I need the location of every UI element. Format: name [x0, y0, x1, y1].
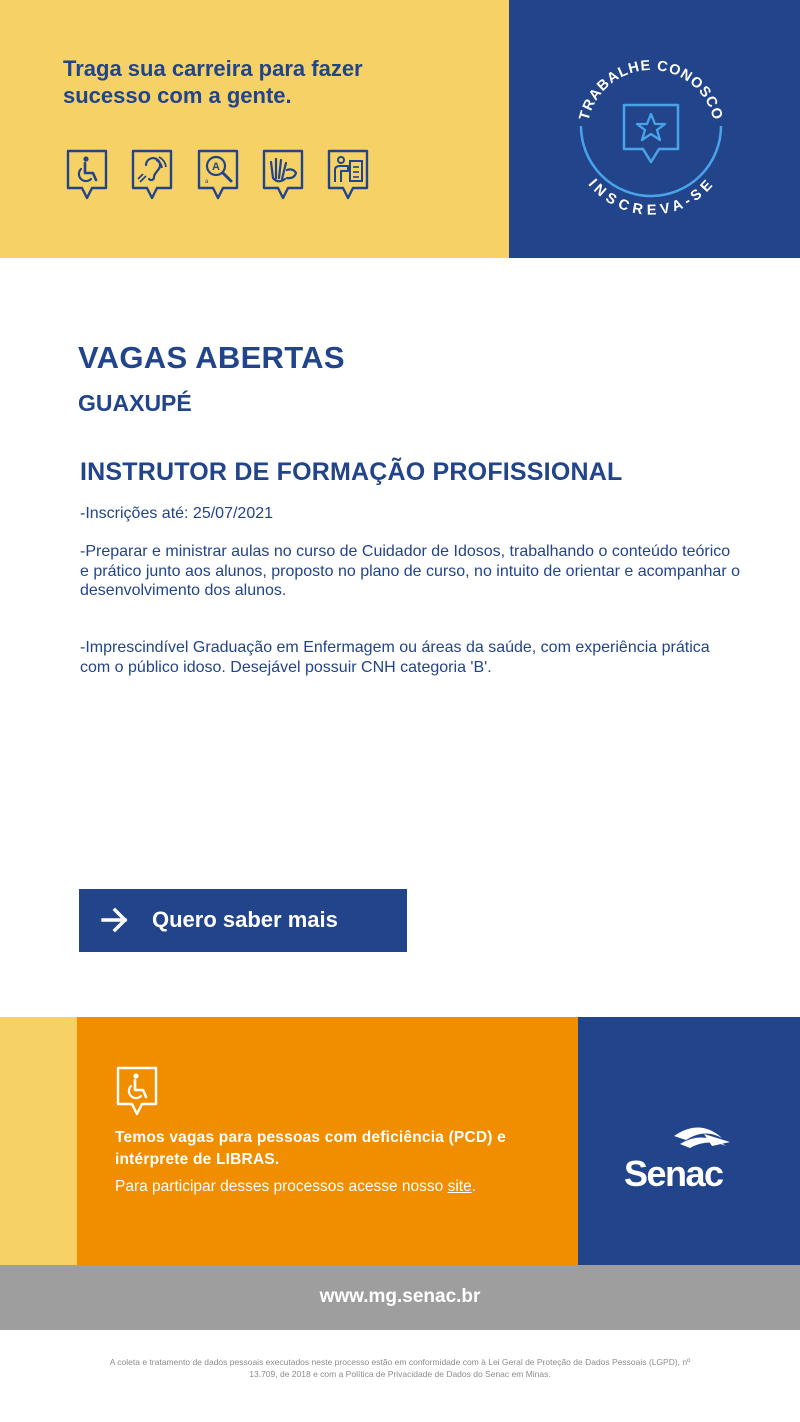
- wheelchair-icon: [65, 148, 109, 202]
- low-vision-icon: [196, 148, 240, 202]
- hearing-icon: [130, 148, 174, 202]
- city-label: GUAXUPÉ: [78, 390, 192, 416]
- pcd-subtext-prefix: Para participar desses processos acesse nosso: [115, 1178, 448, 1195]
- pcd-subtext: [115, 1176, 535, 1197]
- sign-language-icon: [261, 148, 305, 202]
- svg-text:a: a: [205, 179, 209, 185]
- star-icon: [624, 105, 678, 162]
- svg-text:A: A: [212, 161, 220, 173]
- pcd-subtext-suffix: .: [471, 1178, 476, 1195]
- website-link[interactable]: www.mg.senac.br: [319, 1286, 481, 1307]
- senac-logo-text: Senac: [624, 1153, 723, 1194]
- learn-more-label: Quero saber mais: [152, 907, 338, 932]
- site-link[interactable]: site: [447, 1178, 472, 1195]
- wheelchair-icon: [116, 1066, 160, 1118]
- tagline-line-2: sucesso com a gente.: [63, 83, 292, 108]
- pcd-headline: Temos vagas para pessoas com deficiência (PCD) e intérprete de LIBRAS.: [115, 1129, 506, 1168]
- arrow-right-icon: [101, 907, 129, 933]
- legal-disclaimer: A coleta e tratamento de dados pessoais executados neste processo estão em conformidade com à Lei Geral de Proteção de Dados Pessoais (LGPD), nº 13.709, de 2018 e com a Política de Privacidade de Dados do Senac em Minas.: [109, 1357, 691, 1379]
- footer-yellow-strip: [0, 1017, 77, 1265]
- job-requirements: -Imprescindível Graduação em Enfermagem ou áreas da saúde, com experiência prática com o público idoso. Desejável possuir CNH categoria 'B'.: [80, 639, 710, 676]
- badge-bottom-text: INSCREVA-SE: [584, 176, 717, 216]
- tagline: [63, 55, 483, 109]
- senac-logo: [622, 1118, 746, 1198]
- page-title: VAGAS ABERTAS: [78, 340, 345, 375]
- url-bar: [0, 1265, 800, 1330]
- work-with-us-badge[interactable]: [569, 52, 733, 216]
- interpreter-icon: [326, 148, 370, 202]
- header-left-panel: [0, 0, 509, 258]
- learn-more-button[interactable]: [79, 889, 407, 952]
- job-description: -Preparar e ministrar aulas no curso de Cuidador de Idosos, trabalhando o conteúdo teórico e prático junto aos alunos, proposto no plano de curso, no intuito de orientar e acompanhar o desenvolvimento dos alunos.: [80, 543, 740, 599]
- tagline-line-1: Traga sua carreira para fazer: [63, 56, 363, 81]
- job-title: INSTRUTOR DE FORMAÇÃO PROFISSIONAL: [80, 458, 623, 486]
- badge-top-text: TRABALHE CONOSCO: [576, 57, 726, 123]
- deadline-text: -Inscrições até: 25/07/2021: [80, 505, 274, 522]
